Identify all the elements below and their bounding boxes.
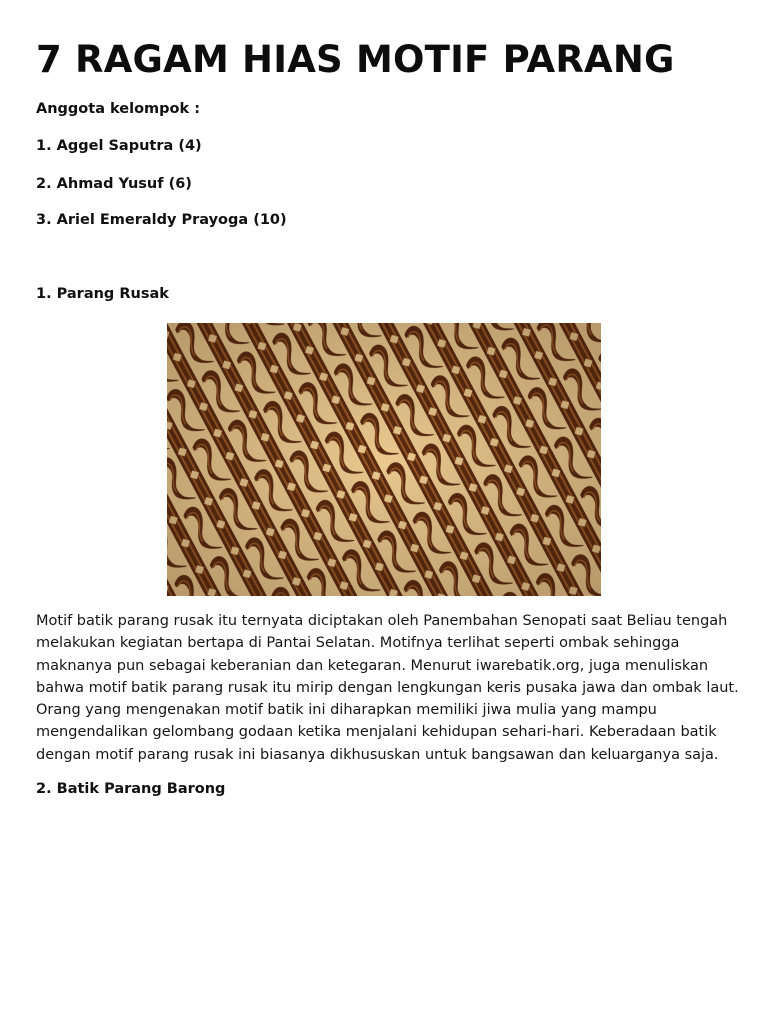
group-label: Anggota kelompok : <box>36 101 200 117</box>
paragraph-line: dengan motif parang rusak ini biasanya dikhususkan untuk bangsawan dan keluarganya saja. <box>36 746 719 763</box>
paragraph-line: mengendalikan gelombang godaan ketika menjalani kehidupan sehari-hari. Keberadaan batik <box>36 724 717 741</box>
section-heading-parang-rusak: 1. Parang Rusak <box>36 286 169 302</box>
parang-rusak-description <box>36 610 739 766</box>
paragraph-line: Orang yang mengenakan motif batik ini diharapkan memiliki jiwa mulia yang mampu <box>36 702 657 719</box>
paragraph-line: maknanya pun sebagai keberanian dan ketegaran. Menurut iwarebatik.org, juga menuliskan <box>36 657 709 674</box>
paragraph-line: bahwa motif batik parang rusak itu mirip dengan lengkungan keris pusaka jawa dan ombak laut. <box>36 679 739 696</box>
section-heading-parang-barong: 2. Batik Parang Barong <box>36 781 226 797</box>
parang-rusak-batik-image <box>167 323 601 596</box>
paragraph-line: melakukan kegiatan bertapa di Pantai Selatan. Motifnya terlihat seperti ombak sehingga <box>36 635 680 652</box>
batik-pattern-graphic <box>167 323 601 596</box>
page-title: 7 RAGAM HIAS MOTIF PARANG <box>36 38 675 81</box>
paragraph-line: Motif batik parang rusak itu ternyata diciptakan oleh Panembahan Senopati saat Beliau tengah <box>36 613 728 629</box>
member-item: 1. Aggel Saputra (4) <box>36 138 202 154</box>
member-item: 3. Ariel Emeraldy Prayoga (10) <box>36 212 287 228</box>
member-item: 2. Ahmad Yusuf (6) <box>36 176 192 192</box>
